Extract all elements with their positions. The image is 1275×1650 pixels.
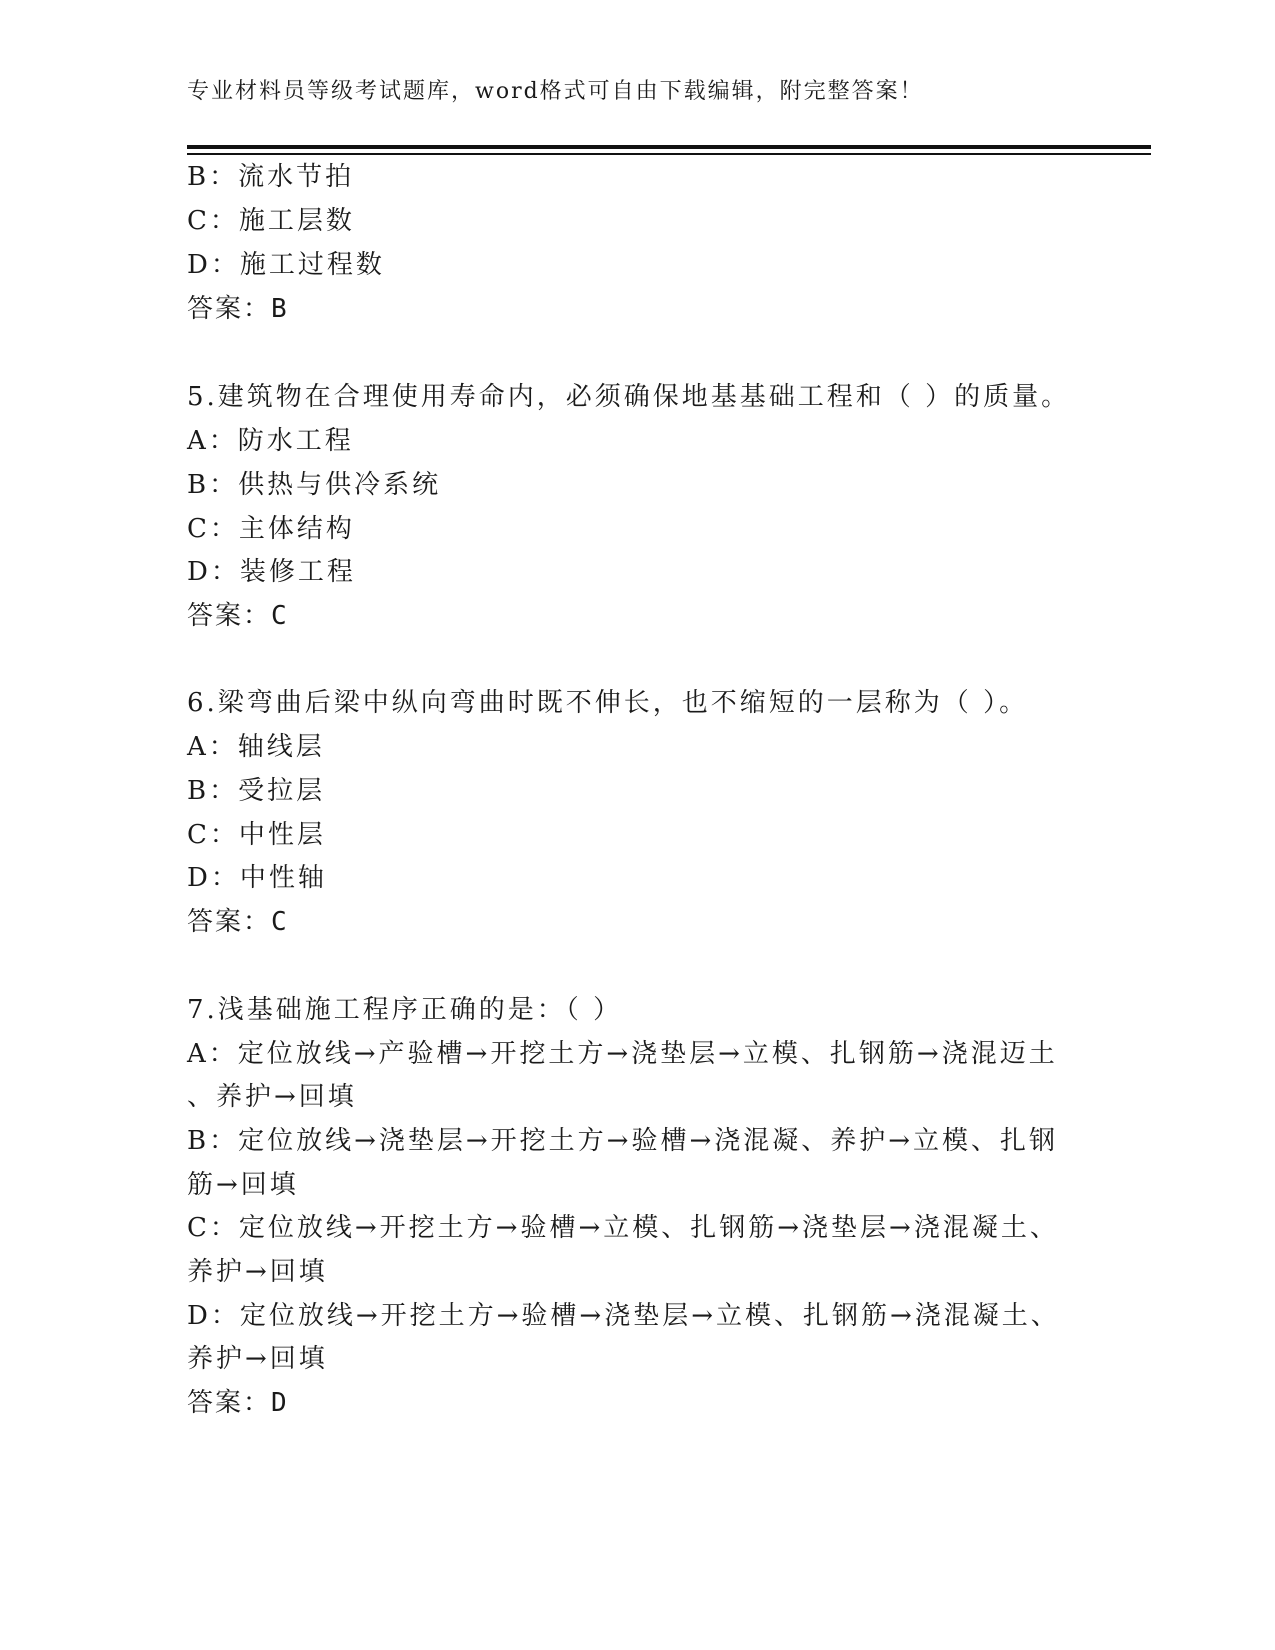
q6-option-a: A：轴线层 (187, 732, 325, 762)
q7-option-d-line2: 养护→回填 (187, 1344, 328, 1374)
q5-option-b: B：供热与供冷系统 (187, 470, 442, 500)
q7-option-b-line2: 筋→回填 (187, 1170, 299, 1200)
q7-option-d-line1: D：定位放线→开挖土方→验槽→浇垫层→立模、扎钢筋→浇混凝土、 (187, 1301, 1060, 1331)
q7-answer (187, 1386, 1087, 1420)
answer-value: C (271, 907, 287, 937)
q6-answer (187, 905, 1087, 939)
q7-option-c-line1: C：定位放线→开挖土方→验槽→立模、扎钢筋→浇垫层→浇混凝土、 (187, 1213, 1059, 1243)
q4-option-d: D：施工过程数 (187, 250, 385, 280)
q7-option-a-line1: A：定位放线→产验槽→开挖土方→浇垫层→立模、扎钢筋→浇混迈土 (187, 1039, 1058, 1069)
q5-question: 5.建筑物在合理使用寿命内，必须确保地基基础工程和（ ）的质量。 (187, 382, 1071, 412)
q4-answer (187, 292, 1087, 326)
header-rule-thick (187, 145, 1151, 149)
q5-option-a: A：防水工程 (187, 426, 354, 456)
answer-label: 答案： (187, 907, 272, 937)
answer-label: 答案： (187, 1388, 272, 1418)
answer-value: D (271, 1388, 287, 1418)
q6-option-c: C：中性层 (187, 820, 326, 850)
q6-option-d: D：中性轴 (187, 863, 327, 893)
page-header: 专业材料员等级考试题库，word格式可自由下载编辑，附完整答案！ (187, 79, 924, 104)
answer-value: C (271, 601, 287, 631)
q7-question: 7.浅基础施工程序正确的是：（ ） (187, 995, 623, 1025)
q7-option-b-line1: B：定位放线→浇垫层→开挖土方→验槽→浇混凝、养护→立模、扎钢 (187, 1126, 1059, 1156)
answer-value: B (271, 294, 287, 324)
q7-option-c-line2: 养护→回填 (187, 1257, 328, 1287)
q7-option-a-line2: 、养护→回填 (187, 1082, 357, 1112)
header-rule-thin (187, 153, 1151, 155)
q5-answer (187, 599, 1087, 633)
q4-option-b: B：流水节拍 (187, 162, 355, 192)
q4-option-c: C：施工层数 (187, 206, 355, 236)
q5-option-d: D：装修工程 (187, 557, 356, 587)
q5-option-c: C：主体结构 (187, 514, 355, 544)
q6-question: 6.梁弯曲后梁中纵向弯曲时既不伸长，也不缩短的一层称为（ ）。 (187, 688, 1029, 718)
answer-label: 答案： (187, 294, 272, 324)
answer-label: 答案： (187, 601, 272, 631)
q6-option-b: B：受拉层 (187, 776, 326, 806)
